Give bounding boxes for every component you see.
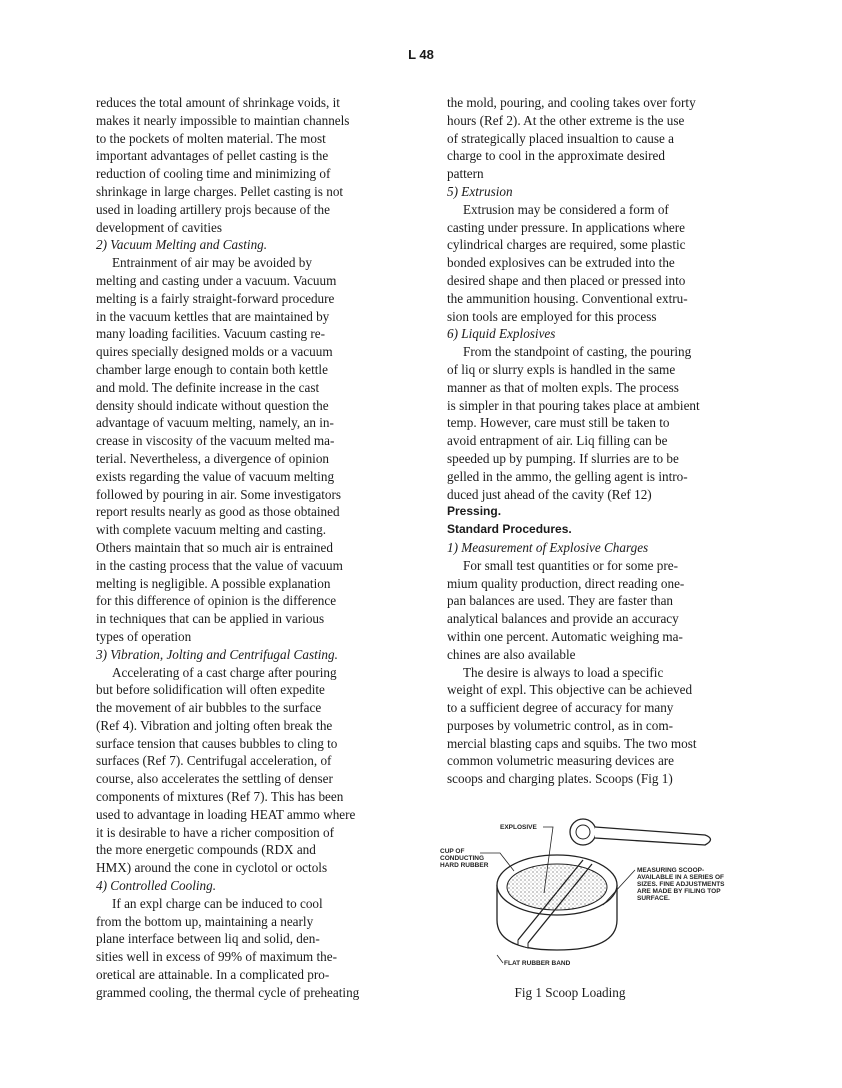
text-line: melting and casting under a vacuum. Vacuum: [96, 272, 337, 288]
section-heading: 4) Controlled Cooling.: [96, 878, 217, 894]
text-line: in techniques that can be applied in various: [96, 611, 325, 627]
text-line: report results nearly as good as those obtained: [96, 504, 340, 520]
text-line: of strategically placed insualtion to cause a: [447, 130, 675, 146]
text-line: Accelerating of a cast charge after pouring: [112, 664, 337, 680]
label-band: FLAT RUBBER BAND: [504, 960, 571, 967]
text-line: For small test quantities or for some pre-: [463, 557, 678, 573]
text-line: pattern: [447, 166, 484, 182]
text-line: in the vacuum kettles that are maintained by: [96, 308, 330, 324]
text-line: desired shape and then placed or pressed into: [447, 272, 686, 288]
text-line: bonded explosives can be extruded into the: [447, 255, 675, 271]
label-explosive: EXPLOSIVE: [500, 824, 537, 831]
text-line: used to advantage in loading HEAT ammo where: [96, 806, 356, 822]
section-heading: 6) Liquid Explosives: [447, 326, 556, 342]
text-line: the ammunition housing. Conventional extru-: [447, 290, 688, 306]
text-line: purposes by volumetric control, as in com-: [447, 717, 673, 733]
label-scoop-3: SIZES. FINE ADJUSTMENTS: [637, 881, 725, 888]
text-line: temp. However, care must still be taken to: [447, 415, 670, 431]
text-line: cylindrical charges are required, some plastic: [447, 237, 686, 253]
text-line: From the standpoint of casting, the pouring: [463, 344, 692, 360]
text-line: to the pockets of molten material. The most: [96, 130, 326, 146]
text-line: the movement of air bubbles to the surface: [96, 700, 322, 716]
text-line: and mold. The definite increase in the cast: [96, 379, 320, 395]
text-line: within one percent. Automatic weighing ma-: [447, 628, 683, 644]
text-line: with complete vacuum melting and casting.: [96, 522, 326, 538]
text-line: sities well in excess of 99% of maximum the-: [96, 949, 337, 965]
text-line: the more energetic compounds (RDX and: [96, 842, 316, 858]
text-line: for this difference of opinion is the difference: [96, 593, 337, 609]
label-cup-2: CONDUCTING: [440, 855, 485, 862]
text-line: chamber large enough to contain both kettle: [96, 361, 328, 377]
text-line: duced just ahead of the cavity (Ref 12): [447, 486, 652, 502]
text-line: scoops and charging plates. Scoops (Fig 1): [447, 771, 673, 787]
text-line: shrinkage in large charges. Pellet casting is not: [96, 183, 344, 199]
figure-scoop-loading: [440, 815, 780, 1015]
text-line: common volumetric measuring devices are: [447, 753, 675, 769]
text-line: is simpler in that pouring takes place at ambient: [447, 397, 700, 413]
label-scoop-2: AVAILABLE IN A SERIES OF: [637, 874, 725, 881]
text-line: of liq or slurry expls is handled in the same: [447, 361, 676, 377]
text-line: charge to cool in the approximate desired: [447, 148, 666, 164]
text-line: oretical are attainable. In a complicated pro-: [96, 967, 330, 983]
text-line: sion tools are employed for this process: [447, 308, 657, 324]
section-heading: 1) Measurement of Explosive Charges: [447, 539, 649, 555]
text-line: to a sufficient degree of accuracy for many: [447, 700, 674, 716]
text-line: If an expl charge can be induced to cool: [112, 895, 323, 911]
left-text-column: [96, 94, 414, 1002]
right-text-column: [447, 94, 767, 788]
text-line: reduction of cooling time and minimizing of: [96, 166, 331, 182]
text-line: important advantages of pellet casting is the: [96, 148, 329, 164]
measuring-scoop: [570, 819, 711, 845]
text-line: followed by pouring in air. Some investigators: [96, 486, 342, 502]
text-line: in the casting process that the value of vacuum: [96, 557, 343, 573]
text-line: pan balances are used. They are faster than: [447, 593, 674, 609]
page-number: L 48: [408, 47, 434, 62]
scoop-diagram: [440, 815, 780, 980]
text-line: grammed cooling, the thermal cycle of preheating: [96, 984, 360, 1000]
text-line: hours (Ref 2). At the other extreme is the use: [447, 112, 685, 128]
text-line: melting is negligible. A possible explanation: [96, 575, 331, 591]
text-line: types of operation: [96, 628, 192, 644]
text-line: gelled in the ammo, the gelling agent is intro-: [447, 468, 688, 484]
text-line: avoid entrapment of air. Liq filling can be: [447, 433, 668, 449]
text-line: terial. Nevertheless, a divergence of opinion: [96, 450, 330, 466]
label-cup-3: HARD RUBBER: [440, 862, 489, 869]
text-line: surfaces (Ref 7). Centrifugal acceleration, of: [96, 753, 332, 769]
text-line: used in loading artillery projs because of the: [96, 201, 331, 217]
text-line: HMX) around the cone in cyclotol or octols: [96, 860, 328, 876]
text-line: crease in viscosity of the vacuum melted ma-: [96, 433, 335, 449]
text-line: it is desirable to have a richer composition of: [96, 824, 335, 840]
text-line: chines are also available: [447, 646, 576, 662]
text-line: The desire is always to load a specific: [463, 664, 664, 680]
text-line: (Ref 4). Vibration and jolting often break the: [96, 717, 333, 733]
text-line: quires specially designed molds or a vacuum: [96, 344, 333, 360]
figure-caption: Fig 1 Scoop Loading: [514, 985, 626, 1000]
text-line: weight of expl. This objective can be achieved: [447, 682, 693, 698]
section-heading: 5) Extrusion: [447, 183, 513, 199]
text-line: course, also accelerates the settling of denser: [96, 771, 333, 787]
label-scoop-4: ARE MADE BY FILING TOP: [637, 888, 721, 895]
text-line: casting under pressure. In applications where: [447, 219, 686, 235]
label-cup-1: CUP OF: [440, 848, 465, 855]
text-line: the mold, pouring, and cooling takes over forty: [447, 95, 696, 110]
text-line: Extrusion may be considered a form of: [463, 201, 669, 217]
text-line: mercial blasting caps and squibs. The two most: [447, 735, 697, 751]
text-line: but before solidification will often expedite: [96, 682, 325, 698]
text-line: Entrainment of air may be avoided by: [112, 255, 312, 271]
text-line: density should indicate without question the: [96, 397, 329, 413]
text-line: surface tension that causes bubbles to cling to: [96, 735, 338, 751]
label-scoop-5: SURFACE.: [637, 895, 670, 902]
text-line: development of cavities: [96, 219, 222, 235]
label-scoop-1: MEASURING SCOOP-: [637, 867, 705, 874]
text-line: plane interface between liq and solid, den-: [96, 931, 320, 947]
rubber-cup: [497, 855, 617, 950]
text-line: analytical balances and provide an accuracy: [447, 611, 679, 627]
text-line: many loading facilities. Vacuum casting re-: [96, 326, 326, 342]
text-line: reduces the total amount of shrinkage voids, it: [96, 95, 340, 110]
text-line: components of mixtures (Ref 7). This has been: [96, 789, 344, 805]
section-heading: 3) Vibration, Jolting and Centrifugal Casting.: [96, 646, 338, 662]
text-line: mium quality production, direct reading one-: [447, 575, 685, 591]
section-heading: Pressing.: [447, 504, 502, 519]
text-line: advantage of vacuum melting, namely, an in-: [96, 415, 334, 431]
text-line: manner as that of molten expls. The process: [447, 379, 679, 395]
section-heading: 2) Vacuum Melting and Casting.: [96, 237, 268, 253]
text-line: melting is a fairly straight-forward procedure: [96, 290, 335, 306]
section-heading: Standard Procedures.: [447, 522, 572, 537]
text-line: speeded up by pumping. If slurries are to be: [447, 450, 679, 466]
text-line: from the bottom up, maintaining a nearly: [96, 913, 314, 929]
text-line: Others maintain that so much air is entrained: [96, 539, 333, 555]
text-line: exists regarding the value of vacuum melting: [96, 468, 335, 484]
text-line: makes it nearly impossible to maintian channels: [96, 112, 350, 128]
